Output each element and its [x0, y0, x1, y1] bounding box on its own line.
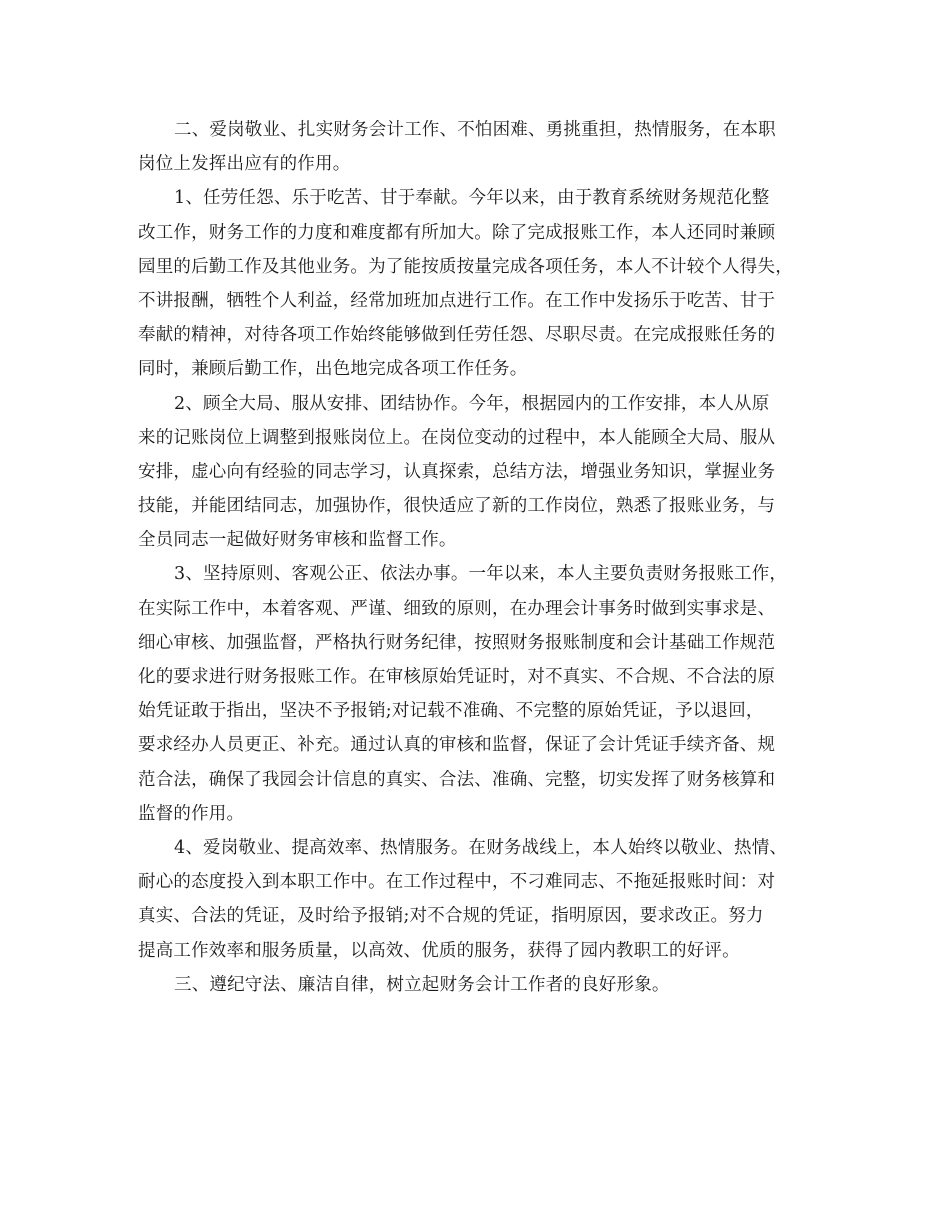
document-body — [138, 113, 818, 1002]
paragraph-line: 园里的后勤工作及其他业务。为了能按质按量完成各项任务，本人不计较个人得失， — [138, 256, 793, 277]
paragraph-line: 提高工作效率和服务质量，以高效、优质的服务，获得了园内教职工的好评。 — [138, 940, 740, 961]
paragraph-first-line: 3、坚持原则、客观公正、依法办事。一年以来，本人主要负责财务报账工作， — [174, 564, 788, 585]
paragraph-line: 改工作，财务工作的力度和难度都有所加大。除了完成报账工作，本人还同时兼顾 — [138, 222, 776, 243]
paragraph-line: 始凭证敢于指出，坚决不予报销;对记载不准确、不完整的原始凭证，予以退回， — [138, 701, 764, 722]
paragraph-line: 技能，并能团结同志，加强协作，很快适应了新的工作岗位，熟悉了报账业务，与 — [138, 496, 776, 517]
paragraph-first-line: 三、遵纪守法、廉洁自律，树立起财务会计工作者的良好形象。 — [174, 974, 670, 995]
paragraph-line: 全员同志一起做好财务审核和监督工作。 — [138, 530, 457, 551]
paragraph-line: 耐心的态度投入到本职工作中。在工作过程中，不刁难同志、不拖延报账时间：对 — [138, 872, 776, 893]
paragraph-first-line: 4、爱岗敬业、提高效率、热情服务。在财务战线上，本人始终以敬业、热情、 — [174, 837, 788, 858]
paragraph-line: 要求经办人员更正、补充。通过认真的审核和监督，保证了会计凭证手续齐备、规 — [138, 735, 776, 756]
paragraph-first-line: 2、顾全大局、服从安排、团结协作。今年，根据园内的工作安排，本人从原 — [174, 393, 770, 414]
paragraph-line: 不讲报酬，牺牲个人利益，经常加班加点进行工作。在工作中发扬乐于吃苦、甘于 — [138, 290, 776, 311]
paragraph-first-line: 1、任劳任怨、乐于吃苦、甘于奉献。今年以来，由于教育系统财务规范化整 — [174, 188, 770, 209]
paragraph-line: 来的记账岗位上调整到报账岗位上。在岗位变动的过程中，本人能顾全大局、服从 — [138, 427, 776, 448]
paragraph-line: 范合法，确保了我园会计信息的真实、合法、准确、完整，切实发挥了财务核算和 — [138, 769, 776, 790]
paragraph-line: 化的要求进行财务报账工作。在审核原始凭证时，对不真实、不合规、不合法的原 — [138, 667, 776, 687]
paragraph-first-line: 二、爱岗敬业、扎实财务会计工作、不怕困难、勇挑重担，热情服务，在本职 — [174, 120, 776, 140]
paragraph-line: 在实际工作中，本着客观、严谨、细致的原则，在办理会计事务时做到实事求是、 — [138, 598, 776, 619]
paragraph-line: 同时，兼顾后勤工作，出色地完成各项工作任务。 — [138, 359, 528, 380]
paragraph-line: 细心审核、加强监督，严格执行财务纪律，按照财务报账制度和会计基础工作规范 — [138, 632, 776, 653]
paragraph-line: 奉献的精神，对待各项工作始终能够做到任劳任怨、尽职尽责。在完成报账任务的 — [138, 325, 776, 346]
paragraph-line: 岗位上发挥出应有的作用。 — [138, 154, 351, 175]
paragraph-line: 安排，虚心向有经验的同志学习，认真探索，总结方法，增强业务知识，掌握业务 — [138, 461, 776, 482]
paragraph-line: 真实、合法的凭证，及时给予报销;对不合规的凭证，指明原因，要求改正。努力 — [138, 906, 764, 927]
paragraph-line: 监督的作用。 — [138, 803, 245, 824]
